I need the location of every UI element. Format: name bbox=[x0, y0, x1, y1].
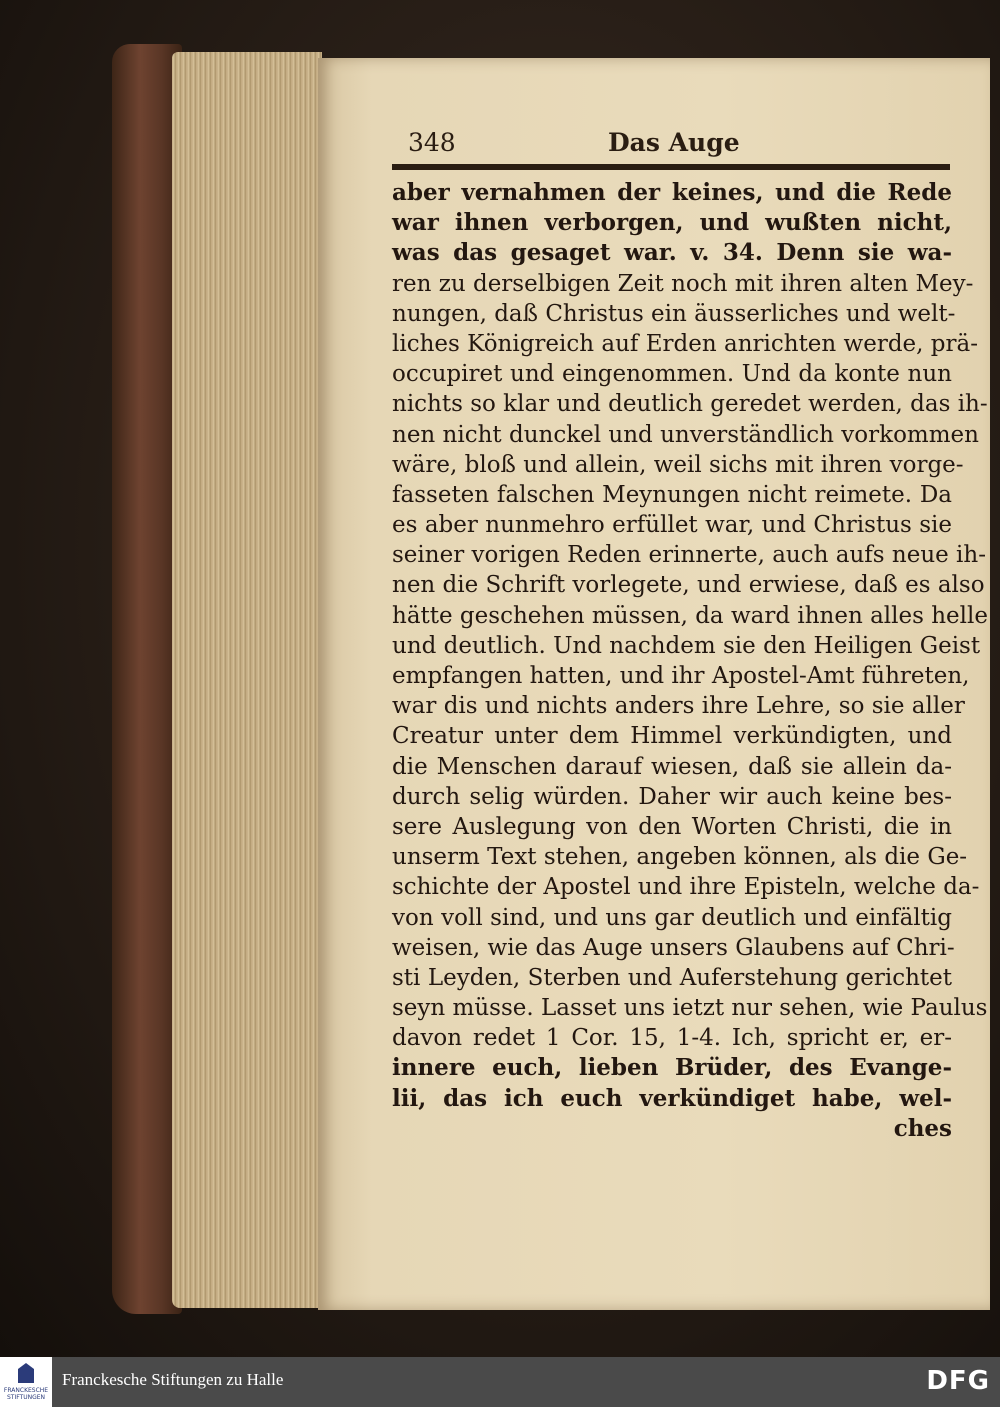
page-header bbox=[408, 128, 948, 168]
text-line: ren zu derselbigen Zeit noch mit ihren alten Mey- bbox=[392, 270, 974, 297]
catchword: ches bbox=[893, 1114, 952, 1142]
text-line: seiner vorigen Reden erinnerte, auch aufs neue ih- bbox=[392, 542, 986, 569]
institution-logo bbox=[0, 1357, 52, 1407]
text-line: es aber nunmehro erfüllet war, und Christus sie bbox=[392, 512, 952, 539]
text-line: lii, das ich euch verkündiget habe, wel- bbox=[392, 1084, 952, 1112]
text-line: durch selig würden. Daher wir auch keine bes- bbox=[392, 783, 952, 810]
text-line: weisen, wie das Auge unsers Glaubens auf Chri- bbox=[392, 934, 955, 961]
text-line: nen die Schrift vorlegete, und erwiese, daß es also bbox=[392, 572, 985, 599]
logo-text: FRANCKESCHE STIFTUNGEN bbox=[3, 1387, 49, 1401]
text-line: was das gesaget war. v. 34. Denn sie wa- bbox=[392, 239, 952, 267]
text-line: innere euch, lieben Brüder, des Evange- bbox=[392, 1054, 952, 1082]
text-line: war ihnen verborgen, und wußten nicht, bbox=[392, 209, 952, 237]
text-line: war dis und nichts anders ihre Lehre, so sie aller bbox=[392, 693, 965, 720]
text-line: davon redet 1 Cor. 15, 1-4. Ich, spricht er, er- bbox=[392, 1025, 952, 1052]
text-line: nungen, daß Christus ein äusserliches und welt- bbox=[392, 300, 956, 327]
footer-bar bbox=[0, 1357, 1000, 1407]
text-line: sti Leyden, Sterben und Auferstehung gerichtet bbox=[392, 964, 952, 991]
text-line: liches Königreich auf Erden anrichten werde, prä- bbox=[392, 330, 978, 357]
page-body-text bbox=[392, 178, 988, 1144]
institution-name: Franckesche Stiftungen zu Halle bbox=[62, 1370, 284, 1389]
dfg-logo: DFG bbox=[926, 1366, 990, 1396]
text-line: nen nicht dunckel und unverständlich vorkommen bbox=[392, 421, 979, 448]
header-rule bbox=[392, 164, 950, 170]
text-line: occupiret und eingenommen. Und da konte nun bbox=[392, 361, 952, 388]
page-number: 348 bbox=[408, 128, 456, 157]
text-line: fasseten falschen Meynungen nicht reimete. Da bbox=[392, 481, 952, 508]
text-line: die Menschen darauf wiesen, daß sie allein da- bbox=[392, 753, 952, 780]
text-line: unserm Text stehen, angeben können, als die Ge- bbox=[392, 844, 968, 871]
text-line: empfangen hatten, und ihr Apostel-Amt führeten, bbox=[392, 663, 970, 689]
text-line: aber vernahmen der keines, und die Rede bbox=[392, 179, 952, 206]
text-line: schichte der Apostel und ihre Episteln, welche da- bbox=[392, 874, 980, 901]
text-line: und deutlich. Und nachdem sie den Heiligen Geist bbox=[392, 632, 981, 659]
building-icon bbox=[18, 1363, 34, 1383]
text-line: nichts so klar und deutlich geredet werden, das ih- bbox=[392, 391, 988, 418]
text-line: hätte geschehen müssen, da ward ihnen alles helle bbox=[392, 602, 988, 629]
page-edges bbox=[172, 52, 322, 1308]
text-line: wäre, bloß und allein, weil sichs mit ihren vorge- bbox=[392, 451, 964, 478]
text-line: von voll sind, und uns gar deutlich und einfältig bbox=[392, 904, 952, 931]
text-line: seyn müsse. Lasset uns ietzt nur sehen, wie Paulus bbox=[392, 995, 988, 1022]
running-head: Das Auge bbox=[608, 128, 740, 157]
text-line: Creatur unter dem Himmel verkündigten, und bbox=[392, 723, 952, 750]
text-line: sere Auslegung von den Worten Christi, die in bbox=[392, 813, 952, 840]
